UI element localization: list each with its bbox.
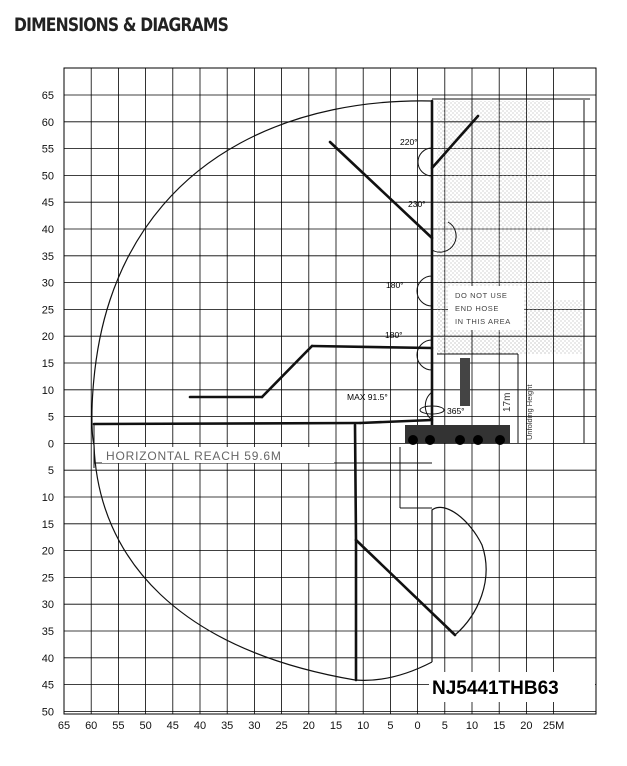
no-hose-label-line3: IN THIS AREA: [455, 317, 511, 326]
angle-180-upper-label: 180°: [386, 280, 404, 290]
y-tick-label: 15: [41, 358, 54, 370]
x-tick-label: 15: [329, 720, 343, 732]
y-tick-label: 30: [41, 277, 54, 290]
boom-folded-mid: [330, 142, 432, 238]
y-tick-label: 5: [47, 411, 54, 424]
x-tick-label: 45: [166, 720, 179, 732]
page-title: DIMENSIONS & DIAGRAMS: [14, 14, 229, 36]
horizontal-reach-label: HORIZONTAL REACH 59.6M: [106, 449, 282, 463]
x-tick-label: 25: [275, 720, 288, 732]
x-axis-ticks: [58, 720, 564, 732]
y-tick-label: 55: [41, 143, 54, 156]
angle-220-label: 220°: [400, 137, 418, 147]
y-tick-label: 40: [41, 652, 54, 665]
y-tick-label: 45: [41, 197, 54, 210]
x-tick-label: 40: [193, 720, 207, 732]
x-tick-label: 20: [302, 720, 315, 732]
y-tick-label: 10: [41, 384, 54, 397]
no-hose-label-line1: DO NOT USE: [455, 291, 508, 300]
boom-horizontal-upper: [190, 346, 432, 397]
x-tick-label: 30: [248, 720, 261, 732]
truck-body: [405, 358, 510, 445]
x-tick-label: 5: [441, 720, 448, 732]
x-tick-label: 65: [57, 720, 71, 732]
x-tick-label: 10: [465, 720, 479, 732]
x-tick-label: 10: [357, 720, 370, 732]
y-axis-ticks: [42, 90, 54, 718]
x-tick-label: 25M: [542, 720, 565, 732]
y-tick-label: 25: [41, 304, 54, 317]
y-tick-label: 45: [41, 679, 54, 692]
y-tick-label: 15: [41, 518, 54, 531]
x-tick-label: 15: [493, 720, 506, 732]
no-hose-label-line2: END HOSE: [455, 304, 499, 313]
model-label: NJ5441THB63: [432, 678, 559, 699]
y-tick-label: 65: [41, 90, 54, 102]
reach-envelope: [92, 101, 432, 680]
y-tick-label: 60: [41, 116, 54, 129]
x-tick-label: 60: [85, 720, 98, 732]
unfolding-height-label: Unfolding Height: [525, 384, 534, 440]
angle-230-label: 230°: [408, 199, 426, 209]
boom-horizontal-reach: [94, 420, 432, 424]
y-tick-label: 0: [47, 438, 54, 451]
y-tick-label: 5: [47, 465, 54, 478]
x-tick-label: 20: [520, 720, 533, 732]
x-tick-label: 55: [112, 720, 125, 732]
y-tick-label: 10: [41, 492, 54, 504]
unfolding-height-value: 17m: [502, 392, 513, 412]
y-tick-label: 20: [41, 545, 54, 558]
max-angle-label: MAX 91.5°: [347, 392, 388, 402]
y-tick-label: 35: [41, 250, 54, 263]
lower-envelope: [432, 507, 486, 662]
x-tick-label: 50: [139, 720, 152, 732]
rotation-label: 365°: [447, 406, 465, 416]
y-tick-label: 50: [41, 170, 54, 183]
x-tick-label: 5: [387, 720, 394, 732]
x-tick-label: 35: [221, 720, 234, 732]
y-tick-label: 20: [41, 331, 54, 344]
y-tick-label: 40: [41, 224, 54, 236]
y-tick-label: 25: [41, 572, 54, 585]
y-tick-label: 30: [41, 599, 54, 612]
x-tick-label: 0: [414, 720, 421, 732]
y-tick-label: 50: [41, 706, 54, 719]
angle-180-lower-label: 180°: [385, 330, 403, 340]
y-tick-label: 35: [41, 626, 54, 638]
